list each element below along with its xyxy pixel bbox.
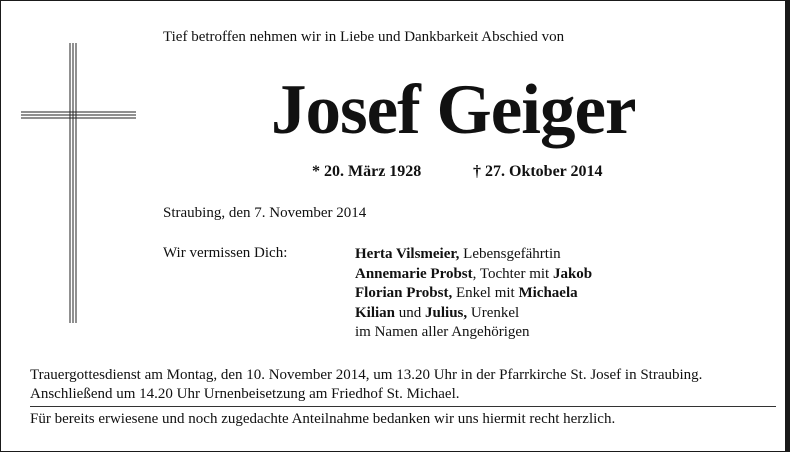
intro-text: Tief betroffen nehmen wir in Liebe und Dankbarkeit Abschied von — [163, 29, 565, 45]
birth-date: * 20. März 1928 — [312, 163, 422, 180]
mourner-line — [355, 304, 592, 324]
mourner-text: , Tochter mit — [472, 265, 553, 282]
cross-icon — [21, 43, 141, 323]
mourner-text: Lebensgefährtin — [459, 246, 561, 262]
mourner-text: im Namen aller Angehörigen — [355, 324, 530, 340]
deceased-name: Josef Geiger — [271, 71, 636, 149]
service-info — [30, 366, 702, 404]
death-date: † 27. Oktober 2014 — [473, 163, 603, 180]
mourner-text: Jakob — [552, 265, 593, 282]
miss-label: Wir vermissen Dich: — [163, 245, 288, 261]
mourner-line — [355, 323, 592, 343]
service-line: Trauergottesdienst am Montag, den 10. November 2014, um 13.20 Uhr in der Pfarrkirche St. Josef in Straubing. — [30, 367, 703, 383]
mourner-text: Herta Vilsmeier, — [355, 246, 460, 262]
mourner-line — [355, 284, 592, 304]
place-and-date: Straubing, den 7. November 2014 — [163, 205, 367, 221]
mourner-text: Kilian — [355, 304, 396, 321]
mourner-text: Florian Probst, — [355, 285, 453, 301]
mourner-text: Julius, — [425, 304, 468, 321]
mourner-text: Enkel mit — [452, 285, 519, 301]
mourner-text: Michaela — [518, 285, 578, 301]
thanks-text: Für bereits erwiesene und noch zugedachte Anteilnahme bedanken wir uns hiermit recht herzlich. — [30, 411, 616, 427]
mourner-text: Annemarie Probst — [355, 265, 473, 282]
frame-right-edge — [785, 1, 789, 451]
mourner-line — [355, 265, 592, 285]
burial-line: Anschließend um 14.20 Uhr Urnenbeisetzung am Friedhof St. Michael. — [30, 386, 460, 402]
mourners-list — [355, 245, 592, 343]
mourner-text: Urenkel — [467, 304, 520, 321]
mourner-text: und — [395, 304, 426, 321]
divider — [30, 406, 776, 407]
mourner-line — [355, 245, 592, 265]
